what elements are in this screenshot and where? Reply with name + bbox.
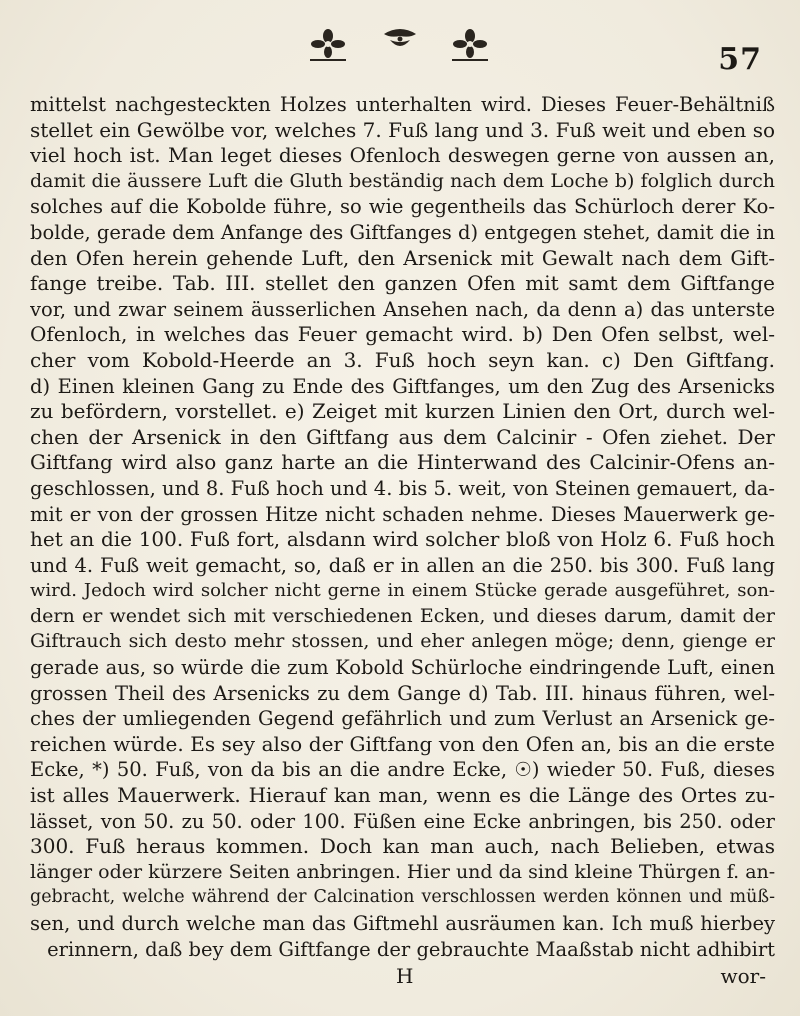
crest-ornament-icon xyxy=(380,26,420,56)
text-line: stellet ein Gewölbe vor, welches 7. Fuß lang und 3. Fuß weit und eben so xyxy=(30,117,775,142)
flower-ornament-icon xyxy=(448,26,492,62)
text-line: het an die 100. Fuß fort, alsdann wird solcher bloß von Holz 6. Fuß hoch xyxy=(30,527,775,552)
page-header xyxy=(0,20,800,80)
text-line: mittelst nachgesteckten Holzes unterhalten wird. Dieses Feuer-Behältniß xyxy=(30,93,775,116)
text-line: Ofenloch, in welches das Feuer gemacht wird. b) Den Ofen selbst, wel- xyxy=(30,322,775,347)
body-text xyxy=(30,92,775,962)
text-line: damit die äussere Luft die Gluth beständig nach dem Loche b) folglich durch xyxy=(30,169,775,192)
text-line: Ecke, *) 50. Fuß, von da bis an die andre Ecke, ☉) wieder 50. Fuß, dieses xyxy=(30,758,775,782)
text-line: bolde, gerade dem Anfange des Giftfanges d) entgegen stehet, damit die in xyxy=(30,220,775,244)
text-line: ist alles Mauerwerk. Hierauf kan man, wenn es die Länge des Ortes zu- xyxy=(30,783,775,808)
text-line: zu befördern, vorstellet. e) Zeiget mit kurzen Linien den Ort, durch wel- xyxy=(30,399,775,424)
text-line: dern er wendet sich mit verschiedenen Ecken, und dieses darum, damit der xyxy=(30,604,775,627)
text-line: sen, und durch welche man das Giftmehl ausräumen kan. Ich muß hierbey xyxy=(30,912,775,935)
text-line: geschlossen, und 8. Fuß hoch und 4. bis 5. weit, von Steinen gemauert, da- xyxy=(30,476,775,500)
catchword: wor- xyxy=(720,964,766,988)
text-line: und 4. Fuß weit gemacht, so, daß er in allen an die 250. bis 300. Fuß lang xyxy=(30,553,775,577)
text-line: viel hoch ist. Man leget dieses Ofenloch deswegen gerne von aussen an, xyxy=(30,143,775,168)
text-line: vor, und zwar seinem äusserlichen Ansehen nach, da denn a) das unterste xyxy=(30,297,775,321)
text-line: Giftfang wird also ganz harte an die Hinterwand des Calcinir-Ofens an- xyxy=(30,450,775,475)
flower-ornament-icon xyxy=(306,26,350,62)
text-line: erinnern, daß bey dem Giftfange der gebrauchte Maaßstab nicht adhibirt xyxy=(47,937,775,961)
text-line: wird. Jedoch wird solcher nicht gerne in einem Stücke gerade ausgeführet, son- xyxy=(30,580,775,602)
text-line: grossen Theil des Arsenicks zu dem Gange d) Tab. III. hinaus führen, wel- xyxy=(30,681,775,705)
signature-mark: H xyxy=(396,964,414,988)
text-line: fange treibe. Tab. III. stellet den ganzen Ofen mit samt dem Giftfange xyxy=(30,271,775,296)
text-line: mit er von der grossen Hitze nicht schaden nehme. Dieses Mauerwerk ge- xyxy=(30,502,775,526)
text-line: gebracht, welche während der Calcination verschlossen werden können und müß- xyxy=(30,887,775,908)
text-line: reichen würde. Es sey also der Giftfang von den Ofen an, bis an die erste xyxy=(30,731,775,756)
text-line: d) Einen kleinen Gang zu Ende des Giftfanges, um den Zug des Arsenicks xyxy=(30,374,775,398)
page-number: 57 xyxy=(718,42,762,77)
text-line: länger oder kürzere Seiten anbringen. Hier und da sind kleine Thürgen f. an- xyxy=(30,860,775,883)
text-line: gerade aus, so würde die zum Kobold Schürloche eindringende Luft, einen xyxy=(30,656,775,680)
text-line: cher vom Kobold-Heerde an 3. Fuß hoch seyn kan. c) Den Giftfang. xyxy=(30,347,775,372)
text-line: ches der umliegenden Gegend gefährlich und zum Verlust an Arsenick ge- xyxy=(30,707,775,731)
text-line: Giftrauch sich desto mehr stossen, und eher anlegen möge; denn, gienge er xyxy=(30,630,775,653)
page-footer xyxy=(0,948,800,988)
text-line: chen der Arsenick in den Giftfang aus dem Calcinir - Ofen ziehet. Der xyxy=(30,424,775,449)
text-line: 300. Fuß heraus kommen. Doch kan man auch, nach Belieben, etwas xyxy=(30,834,775,859)
text-line: den Ofen herein gehende Luft, den Arsenick mit Gewalt nach dem Gift- xyxy=(30,245,775,270)
text-line: lässet, von 50. zu 50. oder 100. Füßen eine Ecke anbringen, bis 250. oder xyxy=(30,809,775,833)
header-ornaments xyxy=(300,26,500,66)
text-line: solches auf die Kobolde führe, so wie gegentheils das Schürloch derer Ko- xyxy=(30,195,775,219)
